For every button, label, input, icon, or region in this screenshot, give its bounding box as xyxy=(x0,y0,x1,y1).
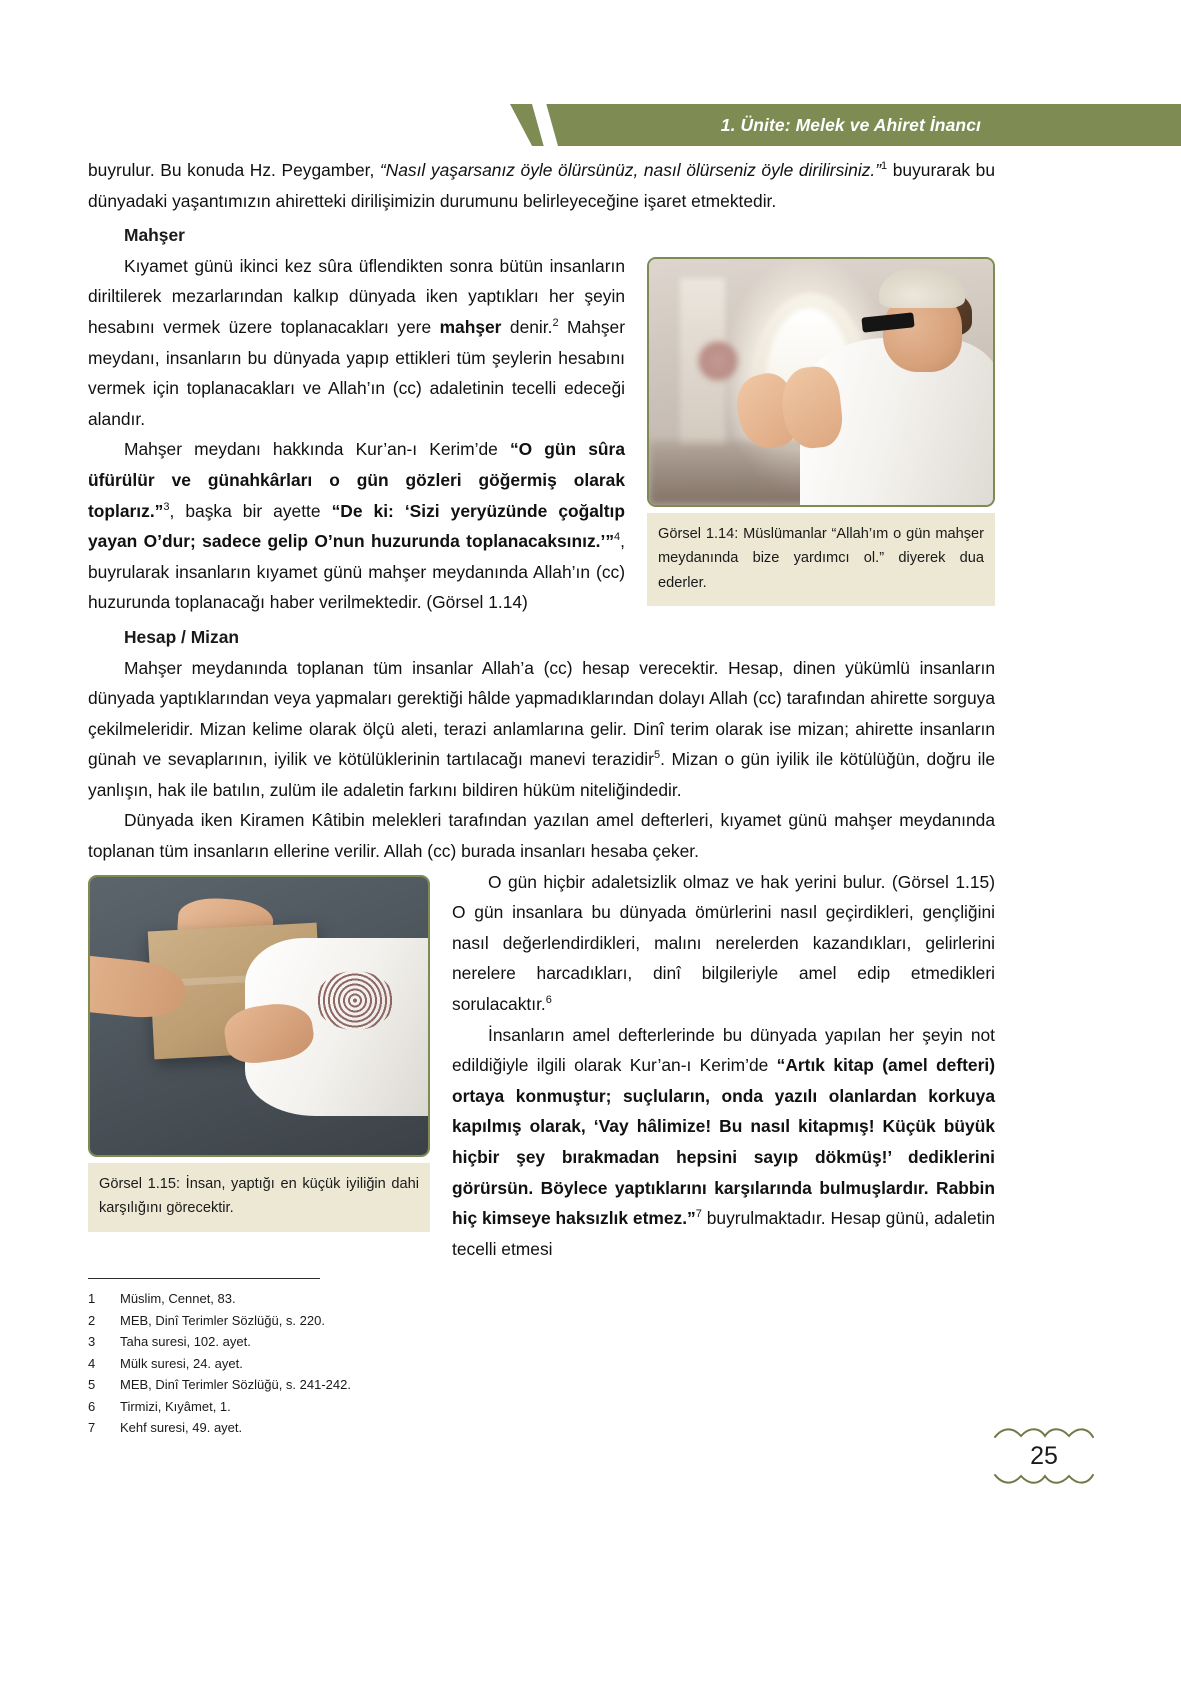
verse-outro-text: , buyrularak insanların kıyamet günü mahşer meydanında Allah’ın (cc) huzurunda toplanacağı haber verilmektedir. (Görsel 1.14) xyxy=(88,531,625,613)
term-mahser: mahşer xyxy=(439,316,502,337)
footnote-ref-2: 2 xyxy=(552,317,559,330)
footnote-item xyxy=(88,1288,428,1310)
hands-giving-package-photo xyxy=(88,875,430,1157)
footnotes-section xyxy=(88,1278,428,1439)
quran-quote-taha: “O gün sûra üfürülür ve günahkârları o gün gözleri göğermiş olarak toplarız.” xyxy=(88,439,625,521)
footnote-item xyxy=(88,1353,428,1375)
footnote-ref-6: 6 xyxy=(545,994,552,1007)
unit-title: 1. Ünite: Melek ve Ahiret İnancı xyxy=(720,115,981,135)
mahser-text-c: Mahşer meydanı, insanların bu dünyada yapıp ettikleri tüm şeylerin hesabını vermek için toplanacakları ve Allah’ın (cc) adaletinin tecelli edeceği alandır. xyxy=(88,316,626,429)
hesap-text-a: Mahşer meydanında toplanan tüm insanlar Allah’a (cc) hesap verecektir. Hesap, dinen yükümlü insanların dünyada yaptıklarından veya yapmaları gerektiği hâlde yapmadıklarından dolayı Allah (cc) tarafından ahirette sorguya çekilmeleridir. Mizan kelime olarak ölçü aleti, terazi anlamlarına gelir. Dinî terim olarak ise mizan; ahirette insanların günah ve sevaplarının, iyilik ve kötülüklerinin tartılacağı manevi terazidir xyxy=(88,657,995,770)
caption-gorsel-1-15: Görsel 1.15: İnsan, yaptığı en küçük iyiliğin dahi karşılığını görecektir. xyxy=(88,1163,430,1232)
footnote-number: 6 xyxy=(88,1398,96,1414)
kehf-outro-text: buyrulmaktadır. Hesap günü, adaletin tecelli etmesi xyxy=(452,1208,995,1259)
intro-text-post: buyurarak bu dünyadaki yaşantımızın ahiretteki dirilişimizin durumunu belirleyeceğine işaret etmektedir. xyxy=(88,160,995,211)
caption-gorsel-1-14: Görsel 1.14: Müslümanlar “Allah’ım o gün mahşer meydanında bize yardımcı ol.” diyerek dua ederler. xyxy=(647,513,995,607)
figure-gorsel-1-15 xyxy=(88,875,430,1232)
footnote-number: 5 xyxy=(88,1377,96,1392)
footnote-ref-4: 4 xyxy=(614,531,621,544)
footnote-text: Tirmizi, Kıyâmet, 1. xyxy=(120,1398,231,1414)
footnote-number: 1 xyxy=(88,1291,96,1306)
footnote-item xyxy=(88,1310,428,1332)
footnote-number: 3 xyxy=(88,1334,96,1349)
package-scene-graphic xyxy=(90,877,428,1155)
footnote-item xyxy=(88,1331,428,1353)
quran-quote-kehf: “Artık kitap (amel defteri) ortaya konmuştur; suçluların, onda yazılı olanlardan korkuya kapılmış olarak, ‘Vay hâlimize! Bu nasıl kitapmış! Küçük büyük hiçbir şey bırakmadan hepsini sayıp dökmüş!’ dediklerini görürsün. Böylece yaptıklarını karşılarında bulmuşlardır. Rabbin hiç kimseye haksızlık etmez.” xyxy=(452,1055,995,1229)
verse-intro-text: Mahşer meydanı hakkında Kur’an-ı Kerim’de xyxy=(124,439,510,460)
cuff-pattern xyxy=(316,971,394,1029)
quran-quote-mulk: “De ki: ‘Sizi yeryüzünde çoğaltıp yayan O’dur; sadece gelip O’nun huzurunda toplanacaksınız.’” xyxy=(88,500,625,552)
footnote-separator-rule xyxy=(88,1278,320,1279)
footnote-ref-7: 7 xyxy=(695,1208,702,1221)
figure-gorsel-1-14 xyxy=(647,257,995,607)
adalet-text: O gün hiçbir adaletsizlik olmaz ve hak yerini bulur. (Görsel 1.15) O gün insanlara bu dünyada ömürlerini nasıl geçirdikleri, gençliğini nasıl değerlendirdikleri, malını nerelerden kazandıkları, gelirlerini nerelere harcadıkları, dinî bilgileriyle amel edip etmedikleri sorulacaktır. xyxy=(452,871,995,1015)
footnote-text: Müslim, Cennet, 83. xyxy=(120,1291,236,1306)
subheading-mahser: Mahşer xyxy=(124,225,185,246)
main-text-column xyxy=(88,155,995,1264)
unit-header-banner xyxy=(510,104,1181,146)
mahser-text-a: Kıyamet günü ikinci kez sûra üflendikten sonra bütün insanların diriltilerek mezarlarından kalkıp dünyada iken yaptıkları her şeyin hesabını vermek üzere toplanacakları yere xyxy=(88,255,625,337)
footnote-number: 4 xyxy=(88,1355,96,1371)
page-number: 25 xyxy=(1030,1442,1058,1470)
footnote-text: Taha suresi, 102. ayet. xyxy=(120,1334,251,1349)
verse-link-text: , başka bir ayette xyxy=(169,500,332,521)
footnote-ref-3: 3 xyxy=(163,500,170,513)
footnote-number: 2 xyxy=(88,1312,96,1328)
footnote-item xyxy=(88,1396,428,1418)
footnote-text: Kehf suresi, 49. ayet. xyxy=(120,1420,243,1435)
intro-text-pre: buyrulur. Bu konuda Hz. Peygamber, xyxy=(88,160,380,180)
footnote-ref-1: 1 xyxy=(881,160,888,173)
page-number-block xyxy=(985,1425,1103,1487)
ornament-top-icon xyxy=(989,1425,1099,1441)
footnote-number: 7 xyxy=(88,1420,96,1435)
mahser-text-b: denir. xyxy=(501,316,553,337)
hadith-quote: “Nasıl yaşarsanız öyle ölürsünüz, nasıl ölürseniz öyle dirilirsiniz.” xyxy=(379,160,882,180)
mosque-medallion xyxy=(697,340,739,382)
mosque-prayer-photo xyxy=(647,257,995,507)
subheading-hesap-mizan: Hesap / Mizan xyxy=(124,626,240,647)
footnote-ref-5: 5 xyxy=(653,749,661,762)
footnote-item xyxy=(88,1374,428,1396)
ornament-bottom-icon xyxy=(989,1471,1099,1487)
footnote-item xyxy=(88,1417,428,1439)
footnote-text: MEB, Dinî Terimler Sözlüğü, s. 241-242. xyxy=(120,1377,351,1392)
footnote-text: Mülk suresi, 24. ayet. xyxy=(120,1355,243,1371)
prayer-cap xyxy=(879,266,965,308)
mosque-scene-graphic xyxy=(649,259,993,505)
hesap-text-b: . Mizan o gün iyilik ile kötülüğün, doğru ile yanlışın, hak ile batılın, zulüm ile adaletin farkını bildiren hüküm niteliğindedir. xyxy=(88,749,995,800)
paragraph-intro xyxy=(88,155,995,216)
paragraph-hesap-mizan xyxy=(88,653,995,806)
footnote-text: MEB, Dinî Terimler Sözlüğü, s. 220. xyxy=(120,1312,325,1328)
paragraph-amel-defteri: Dünyada iken Kiramen Kâtibin melekleri tarafından yazılan amel defterleri, kıyamet günü mahşer meydanında toplanan tüm insanların ellerine verilir. Allah (cc) burada insanları hesaba çeker. xyxy=(88,810,995,862)
kehf-intro-text: İnsanların amel defterlerinde bu dünyada yapılan her şeyin not edildiğiyle ilgili olarak Kur’an-ı Kerim’de xyxy=(452,1024,995,1076)
